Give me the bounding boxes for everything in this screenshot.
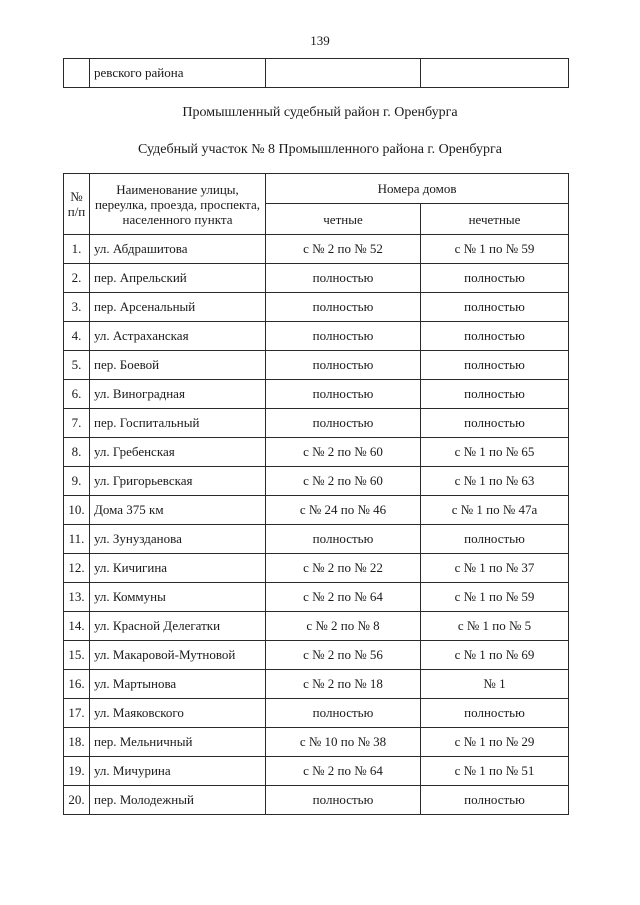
street-name: ул. Абдрашитова bbox=[90, 235, 266, 264]
street-name: ул. Виноградная bbox=[90, 380, 266, 409]
table-row bbox=[64, 351, 569, 380]
even-houses: с № 2 по № 18 bbox=[266, 670, 421, 699]
header-houses: Номера домов bbox=[266, 174, 569, 204]
street-name: ул. Мартынова bbox=[90, 670, 266, 699]
row-number: 14. bbox=[64, 612, 90, 641]
even-houses: с № 2 по № 22 bbox=[266, 554, 421, 583]
row-number: 5. bbox=[64, 351, 90, 380]
row-number: 10. bbox=[64, 496, 90, 525]
table-row bbox=[64, 583, 569, 612]
row-number: 4. bbox=[64, 322, 90, 351]
table-row bbox=[64, 235, 569, 264]
table-row bbox=[64, 670, 569, 699]
continuation-row bbox=[64, 59, 569, 88]
table-row bbox=[64, 641, 569, 670]
odd-houses: полностью bbox=[421, 380, 569, 409]
even-houses: с № 2 по № 64 bbox=[266, 583, 421, 612]
row-number: 12. bbox=[64, 554, 90, 583]
even-houses: с № 10 по № 38 bbox=[266, 728, 421, 757]
street-name: ул. Григорьевская bbox=[90, 467, 266, 496]
street-name: ул. Мичурина bbox=[90, 757, 266, 786]
even-houses: полностью bbox=[266, 409, 421, 438]
table-row bbox=[64, 380, 569, 409]
continuation-table bbox=[63, 58, 569, 88]
odd-houses: с № 1 по № 63 bbox=[421, 467, 569, 496]
street-name: ул. Красной Делегатки bbox=[90, 612, 266, 641]
odd-houses: полностью bbox=[421, 322, 569, 351]
header-num: № п/п bbox=[64, 174, 90, 235]
table-row bbox=[64, 496, 569, 525]
even-houses: полностью bbox=[266, 322, 421, 351]
row-number: 3. bbox=[64, 293, 90, 322]
even-houses: полностью bbox=[266, 351, 421, 380]
odd-houses: с № 1 по № 37 bbox=[421, 554, 569, 583]
odd-houses: с № 1 по № 5 bbox=[421, 612, 569, 641]
odd-houses: с № 1 по № 59 bbox=[421, 583, 569, 612]
row-number: 13. bbox=[64, 583, 90, 612]
continuation-even bbox=[266, 59, 421, 88]
continuation-street: ревского района bbox=[90, 59, 266, 88]
row-number: 9. bbox=[64, 467, 90, 496]
table-row bbox=[64, 757, 569, 786]
odd-houses: № 1 bbox=[421, 670, 569, 699]
row-number: 19. bbox=[64, 757, 90, 786]
header-even: четные bbox=[266, 204, 421, 235]
even-houses: с № 2 по № 60 bbox=[266, 467, 421, 496]
table-row bbox=[64, 525, 569, 554]
row-number: 7. bbox=[64, 409, 90, 438]
street-name: ул. Астраханская bbox=[90, 322, 266, 351]
odd-houses: полностью bbox=[421, 525, 569, 554]
odd-houses: с № 1 по № 59 bbox=[421, 235, 569, 264]
street-name: пер. Апрельский bbox=[90, 264, 266, 293]
row-number: 17. bbox=[64, 699, 90, 728]
table-row bbox=[64, 699, 569, 728]
table-row bbox=[64, 554, 569, 583]
row-number: 16. bbox=[64, 670, 90, 699]
odd-houses: полностью bbox=[421, 409, 569, 438]
section-title: Судебный участок № 8 Промышленного района г. Оренбурга bbox=[138, 142, 502, 157]
table-row bbox=[64, 293, 569, 322]
row-number: 1. bbox=[64, 235, 90, 264]
even-houses: полностью bbox=[266, 380, 421, 409]
table-row bbox=[64, 786, 569, 815]
table-row bbox=[64, 264, 569, 293]
odd-houses: полностью bbox=[421, 699, 569, 728]
even-houses: с № 2 по № 64 bbox=[266, 757, 421, 786]
page-number: 139 bbox=[310, 33, 330, 48]
row-number: 15. bbox=[64, 641, 90, 670]
even-houses: с № 24 по № 46 bbox=[266, 496, 421, 525]
even-houses: полностью bbox=[266, 699, 421, 728]
table-row bbox=[64, 612, 569, 641]
odd-houses: полностью bbox=[421, 293, 569, 322]
street-name: ул. Макаровой-Мутновой bbox=[90, 641, 266, 670]
street-name: пер. Госпитальный bbox=[90, 409, 266, 438]
odd-houses: с № 1 по № 65 bbox=[421, 438, 569, 467]
odd-houses: полностью bbox=[421, 264, 569, 293]
odd-houses: полностью bbox=[421, 786, 569, 815]
odd-houses: с № 1 по № 51 bbox=[421, 757, 569, 786]
table-row bbox=[64, 438, 569, 467]
streets-table bbox=[63, 173, 569, 815]
even-houses: полностью bbox=[266, 525, 421, 554]
table-row bbox=[64, 728, 569, 757]
continuation-odd bbox=[421, 59, 569, 88]
row-number: 6. bbox=[64, 380, 90, 409]
street-name: ул. Кичигина bbox=[90, 554, 266, 583]
odd-houses: полностью bbox=[421, 351, 569, 380]
table-row bbox=[64, 409, 569, 438]
street-name: ул. Гребенская bbox=[90, 438, 266, 467]
row-number: 11. bbox=[64, 525, 90, 554]
even-houses: полностью bbox=[266, 293, 421, 322]
even-houses: с № 2 по № 56 bbox=[266, 641, 421, 670]
street-name: ул. Зунузданова bbox=[90, 525, 266, 554]
odd-houses: с № 1 по № 47а bbox=[421, 496, 569, 525]
district-title: Промышленный судебный район г. Оренбурга bbox=[182, 105, 458, 120]
even-houses: с № 2 по № 52 bbox=[266, 235, 421, 264]
even-houses: полностью bbox=[266, 786, 421, 815]
table-row bbox=[64, 467, 569, 496]
row-number: 18. bbox=[64, 728, 90, 757]
continuation-num bbox=[64, 59, 90, 88]
even-houses: с № 2 по № 8 bbox=[266, 612, 421, 641]
street-name: пер. Арсенальный bbox=[90, 293, 266, 322]
header-street: Наименование улицы, переулка, проезда, проспекта, населенного пункта bbox=[90, 174, 266, 235]
row-number: 20. bbox=[64, 786, 90, 815]
street-name: ул. Коммуны bbox=[90, 583, 266, 612]
row-number: 8. bbox=[64, 438, 90, 467]
row-number: 2. bbox=[64, 264, 90, 293]
table-row bbox=[64, 322, 569, 351]
street-name: ул. Маяковского bbox=[90, 699, 266, 728]
street-name: пер. Молодежный bbox=[90, 786, 266, 815]
street-name: пер. Мельничный bbox=[90, 728, 266, 757]
street-name: Дома 375 км bbox=[90, 496, 266, 525]
street-name: пер. Боевой bbox=[90, 351, 266, 380]
odd-houses: с № 1 по № 29 bbox=[421, 728, 569, 757]
odd-houses: с № 1 по № 69 bbox=[421, 641, 569, 670]
even-houses: полностью bbox=[266, 264, 421, 293]
header-odd: нечетные bbox=[421, 204, 569, 235]
even-houses: с № 2 по № 60 bbox=[266, 438, 421, 467]
header-row bbox=[64, 174, 569, 204]
